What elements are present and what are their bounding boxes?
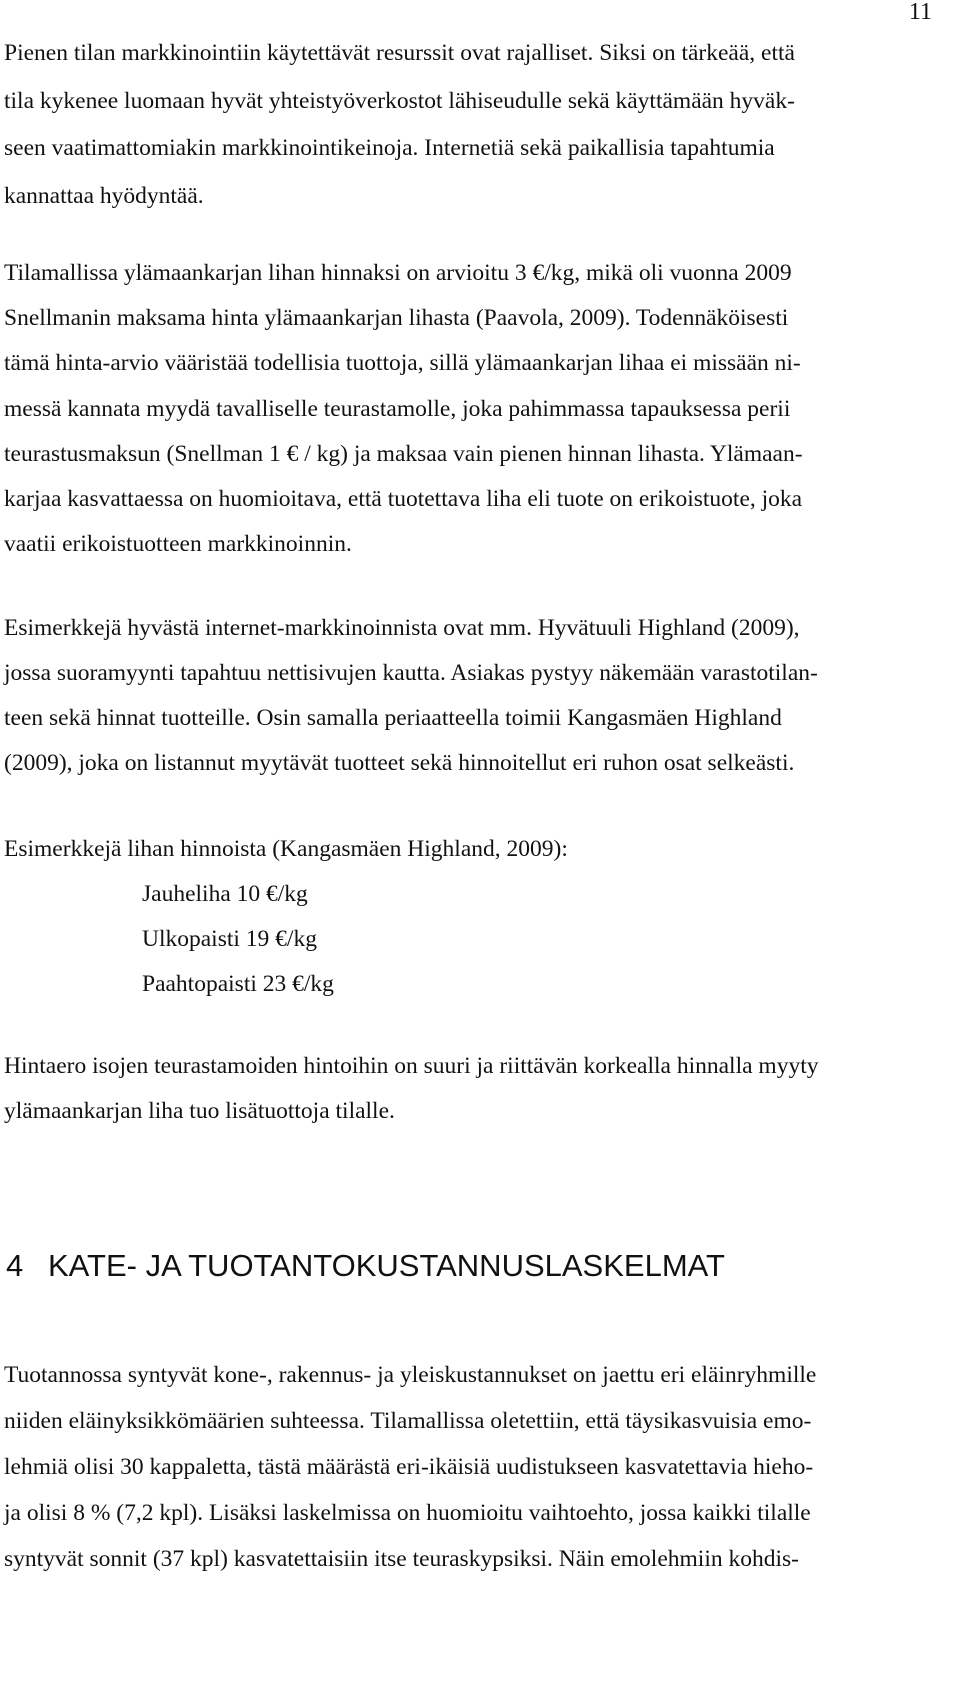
text-line: ja olisi 8 % (7,2 kpl). Lisäksi laskelmissa on huomioitu vaihtoehto, jossa kaikki tilalle <box>4 1500 811 1526</box>
paragraph-cost-allocation <box>4 1352 956 1582</box>
text-line: ylämaankarjan liha tuo lisätuottoja tilalle. <box>4 1098 395 1124</box>
page-number: 11 <box>908 0 932 25</box>
text-line: tämä hinta-arvio vääristää todellisia tuottoja, sillä ylämaankarjan lihaa ei missään ni- <box>4 350 801 377</box>
text-line: Pienen tilan markkinointiin käytettävät resurssit ovat rajalliset. Siksi on tärkeää, että <box>4 40 795 66</box>
text-line: Esimerkkejä lihan hinnoista (Kangasmäen Highland, 2009): <box>4 836 568 862</box>
text-line: syntyvät sonnit (37 kpl) kasvatettaisiin itse teuraskypsiksi. Näin emolehmiin kohdis- <box>4 1546 799 1572</box>
text-line: lehmiä olisi 30 kappaletta, tästä määrästä eri-ikäisiä uudistukseen kasvatettavia hieho- <box>4 1454 814 1480</box>
section-heading <box>6 1246 725 1286</box>
section-number: 4 <box>6 1248 24 1283</box>
price-list-item: Paahtopaisti 23 €/kg <box>142 971 334 997</box>
text-line: Hintaero isojen teurastamoiden hintoihin on suuri ja riittävän korkealla hinnalla myyty <box>4 1053 819 1079</box>
text-line: messä kannata myydä tavalliselle teurastamolle, joka pahimmassa tapauksessa perii <box>4 395 791 422</box>
paragraph-internet-marketing <box>4 606 956 786</box>
text-line: niiden eläinyksikkömäärien suhteessa. Tilamallissa oletettiin, että täysikasvuisia emo- <box>4 1408 812 1434</box>
paragraph-price-difference <box>4 1044 956 1134</box>
text-line: jossa suoramyynti tapahtuu nettisivujen kautta. Asiakas pystyy näkemään varastotilan- <box>4 660 818 686</box>
price-list-item: Ulkopaisti 19 €/kg <box>142 926 317 952</box>
text-line: teen sekä hinnat tuotteille. Osin samalla periaatteella toimii Kangasmäen Highland <box>4 705 782 731</box>
text-line: (2009), joka on listannut myytävät tuotteet sekä hinnoitellut eri ruhon osat selkeästi. <box>4 750 795 776</box>
paragraph-meat-price <box>4 251 956 567</box>
text-line: Esimerkkejä hyvästä internet-markkinoinnista ovat mm. Hyvätuuli Highland (2009), <box>4 615 800 641</box>
text-line: vaatii erikoistuotteen markkinoinnin. <box>4 531 352 558</box>
price-list <box>142 872 334 1007</box>
text-line: seen vaatimattomiakin markkinointikeinoja. Internetiä sekä paikallisia tapahtumia <box>4 135 775 161</box>
text-line: Tilamallissa ylämaankarjan lihan hinnaksi on arvioitu 3 €/kg, mikä oli vuonna 2009 <box>4 260 792 286</box>
paragraph-marketing-resources <box>4 30 956 220</box>
text-line: teurastusmaksun (Snellman 1 € / kg) ja maksaa vain pienen hinnan lihasta. Ylämaan- <box>4 440 803 467</box>
section-title: KATE- JA TUOTANTOKUSTANNUSLASKELMAT <box>48 1248 725 1283</box>
text-line: Snellmanin maksama hinta ylämaankarjan lihasta (Paavola, 2009). Todennäköisesti <box>4 305 789 332</box>
price-list-item: Jauheliha 10 €/kg <box>142 881 308 907</box>
paragraph-price-examples-intro <box>4 827 956 872</box>
text-line: tila kykenee luomaan hyvät yhteistyöverkostot lähiseudulle sekä käyttämään hyväk- <box>4 87 795 114</box>
text-line: kannattaa hyödyntää. <box>4 182 204 209</box>
text-line: karjaa kasvattaessa on huomioitava, että tuotettava liha eli tuote on erikoistuote, joka <box>4 485 803 512</box>
text-line: Tuotannossa syntyvät kone-, rakennus- ja yleiskustannukset on jaettu eri eläinryhmille <box>4 1362 817 1388</box>
